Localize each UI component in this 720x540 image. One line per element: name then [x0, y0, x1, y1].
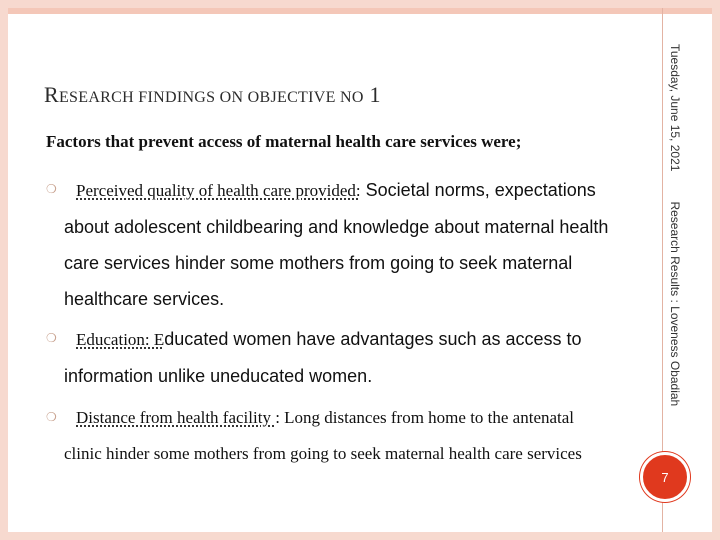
sidebar-footer: Research Results : Loveness Obadiah [668, 201, 682, 407]
title-number: 1 [369, 82, 381, 107]
page-number: 7 [661, 469, 669, 485]
slide-title [44, 82, 381, 108]
bullet-item-2 [64, 321, 616, 394]
bullet-body-3: : Long distances from home to the antenatal clinic hinder some mothers from going to seek maternal health care services [64, 408, 582, 463]
page-number-badge [640, 452, 690, 502]
bullet-body-1: Societal norms, expectations about adolescent childbearing and knowledge about maternal health care services hinder some mothers from going to seek maternal healthcare services. [64, 180, 609, 309]
bullet-item-3 [64, 400, 616, 472]
bullet-body-2: ducated women have advantages such as access to information unlike uneducated women. [64, 329, 582, 386]
title-initial: R [44, 82, 59, 107]
sidebar-text [668, 44, 682, 406]
top-band [8, 8, 712, 14]
slide [8, 8, 712, 532]
bullet-lead-2: Education: E [76, 330, 165, 349]
bullet-lead-3: Distance from health facility [76, 408, 276, 427]
sidebar-date: Tuesday, June 15, 2021 [668, 44, 682, 172]
bullet-icon: ❍ [46, 331, 57, 345]
bullet-icon: ❍ [46, 182, 57, 196]
bullet-icon: ❍ [46, 410, 57, 424]
bullet-item-1 [64, 172, 616, 317]
subheading: Factors that prevent access of maternal health care services were; [46, 132, 522, 151]
bullet-lead-1: Perceived quality of health care provided: [76, 181, 361, 200]
title-text: ESEARCH FINDINGS ON OBJECTIVE NO [58, 89, 364, 106]
